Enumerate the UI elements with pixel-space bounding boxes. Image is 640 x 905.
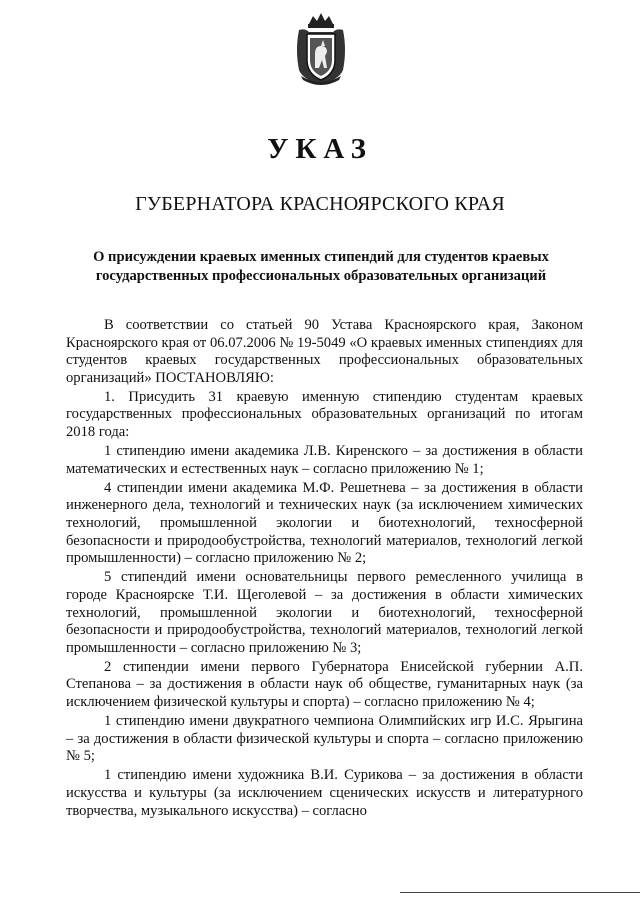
body-paragraph-shchegoleva: 5 стипендий имени основательницы первого ремесленного училища в городе Красноярске Т.И. Щеголевой – за достижения в области химических технологий, промышленной экологии и биотехнологий, техносферной безопасности и природообустройства, технологий материалов, технологий легкой промышленности – согласно приложению № 3;: [66, 569, 583, 656]
body-paragraph-preamble: В соответствии со статьей 90 Устава Красноярского края, Законом Красноярского края от 06.07.2006 № 19-5049 «О краевых именных стипендиях для студентов краевых государственных профессиональных образовательных организаций» ПОСТАНОВЛЯЮ:: [66, 317, 583, 386]
document-heading: [60, 248, 582, 286]
body-paragraph-reshetnev: 4 стипендии имени академика М.Ф. Решетнева – за достижения в области инженерного дела, технологий и технических наук (за исключением химических технологий, промышленной экологии и биотехнологий, техносферной безопасности и природообустройства, технологий материалов, технологий легкой промышленности) – согласно приложению № 2;: [66, 479, 583, 567]
footer-divider: [400, 892, 640, 893]
heading-line-2: государственных профессиональных образовательных организаций: [95, 268, 547, 284]
document-issuer: ГУБЕРНАТОРА КРАСНОЯРСКОГО КРАЯ: [135, 193, 505, 215]
body-paragraph-yarygin: 1 стипендию имени двукратного чемпиона Олимпийских игр И.С. Ярыгина – за достижения в области физической культуры и спорта – согласно приложению № 5;: [66, 713, 583, 765]
heading-line-1: О присуждении краевых именных стипендий для студентов краевых: [93, 249, 549, 265]
body-paragraph-item-1: 1. Присудить 31 краевую именную стипендию студентам краевых государственных профессиональных образовательных организаций по итогам 2018 года:: [66, 388, 583, 441]
document-body: [66, 317, 583, 822]
document-title: УКАЗ: [267, 133, 373, 165]
coat-of-arms-emblem: [293, 10, 349, 86]
body-paragraph-surikov: 1 стипендию имени художника В.И. Сурикова – за достижения в области искусства и культуры (за исключением сценических искусств и литературного творчества, музыкального искусства) – согласно: [66, 767, 583, 819]
body-paragraph-kirensky: 1 стипендию имени академика Л.В. Киренского – за достижения в области математических и естественных наук – согласно приложению № 1;: [66, 443, 583, 477]
body-paragraph-stepanov: 2 стипендии имени первого Губернатора Енисейской губернии А.П. Степанова – за достижения в области наук об обществе, гуманитарных наук (за исключением физической культуры и спорта) – согласно приложению № 4;: [66, 658, 583, 710]
